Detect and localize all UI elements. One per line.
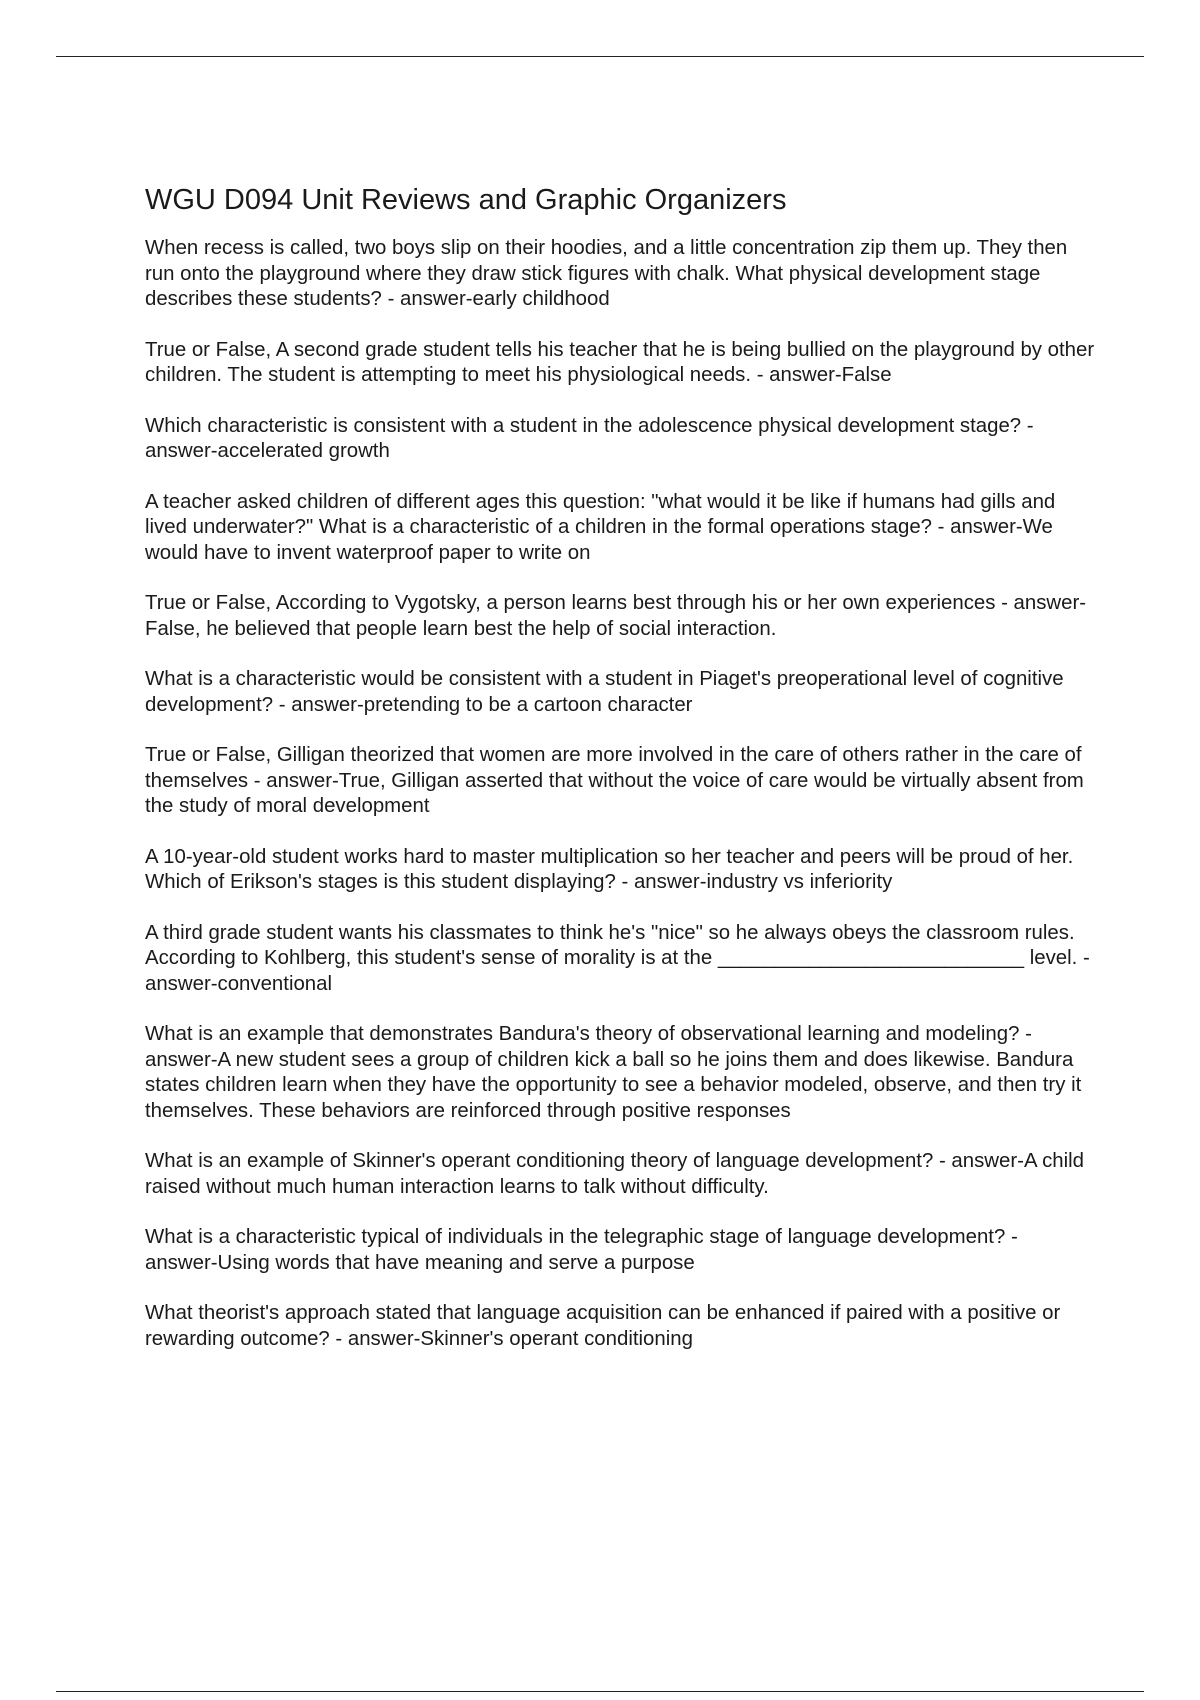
qa-item-10: What is an example that demonstrates Bandura's theory of observational learning and modeling? - answer-A new student sees a group of children kick a ball so he joins them and does likewise. Bandura states children learn when they have the opportunity to see a behavior modeled, observe, and then try it themselves. These behaviors are reinforced through positive responses [145, 1023, 1082, 1122]
qa-item-6: What is a characteristic would be consistent with a student in Piaget's preoperational level of cognitive development? - answer-pretending to be a cartoon character [145, 668, 1064, 716]
header-rule [56, 56, 1144, 57]
footer-rule [56, 1691, 1144, 1692]
document-body [145, 183, 1095, 1377]
qa-item-2: True or False, A second grade student tells his teacher that he is being bullied on the playground by other children. The student is attempting to meet his physiological needs. - answer-False [145, 338, 1095, 386]
qa-item-13: What theorist's approach stated that language acquisition can be enhanced if paired with a positive or rewarding outcome? - answer-Skinner's operant conditioning [145, 1302, 1061, 1350]
page-title: WGU D094 Unit Reviews and Graphic Organizers [145, 184, 787, 216]
qa-item-12: What is a characteristic typical of individuals in the telegraphic stage of language development? - answer-Using words that have meaning and serve a purpose [145, 1226, 1018, 1274]
qa-item-9: A third grade student wants his classmates to think he's "nice" so he always obeys the classroom rules. According to Kohlberg, this student's sense of morality is at the ___________________________ level. - answer-conventional [145, 921, 1090, 995]
qa-item-1: When recess is called, two boys slip on their hoodies, and a little concentration zip them up. They then run onto the playground where they draw stick figures with chalk. What physical development stage describes these students? - answer-early childhood [145, 237, 1068, 310]
qa-item-7: True or False, Gilligan theorized that women are more involved in the care of others rather in the care of themselves - answer-True, Gilligan asserted that without the voice of care would be virtually absent from the study of moral development [145, 744, 1084, 817]
qa-item-5: True or False, According to Vygotsky, a person learns best through his or her own experiences - answer-False, he believed that people learn best the help of social interaction. [145, 592, 1087, 640]
qa-item-8: A 10-year-old student works hard to master multiplication so her teacher and peers will be proud of her. Which of Erikson's stages is this student displaying? - answer-industry vs inferiority [145, 845, 1074, 893]
qa-item-4: A teacher asked children of different ages this question: "what would it be like if humans had gills and lived underwater?" What is a characteristic of a children in the formal operations stage? - answer-We would have to invent waterproof paper to write on [145, 490, 1056, 564]
qa-item-11: What is an example of Skinner's operant conditioning theory of language development? - answer-A child raised without much human interaction learns to talk without difficulty. [145, 1150, 1085, 1198]
qa-item-3: Which characteristic is consistent with a student in the adolescence physical development stage? - answer-accelerated growth [145, 414, 1034, 462]
